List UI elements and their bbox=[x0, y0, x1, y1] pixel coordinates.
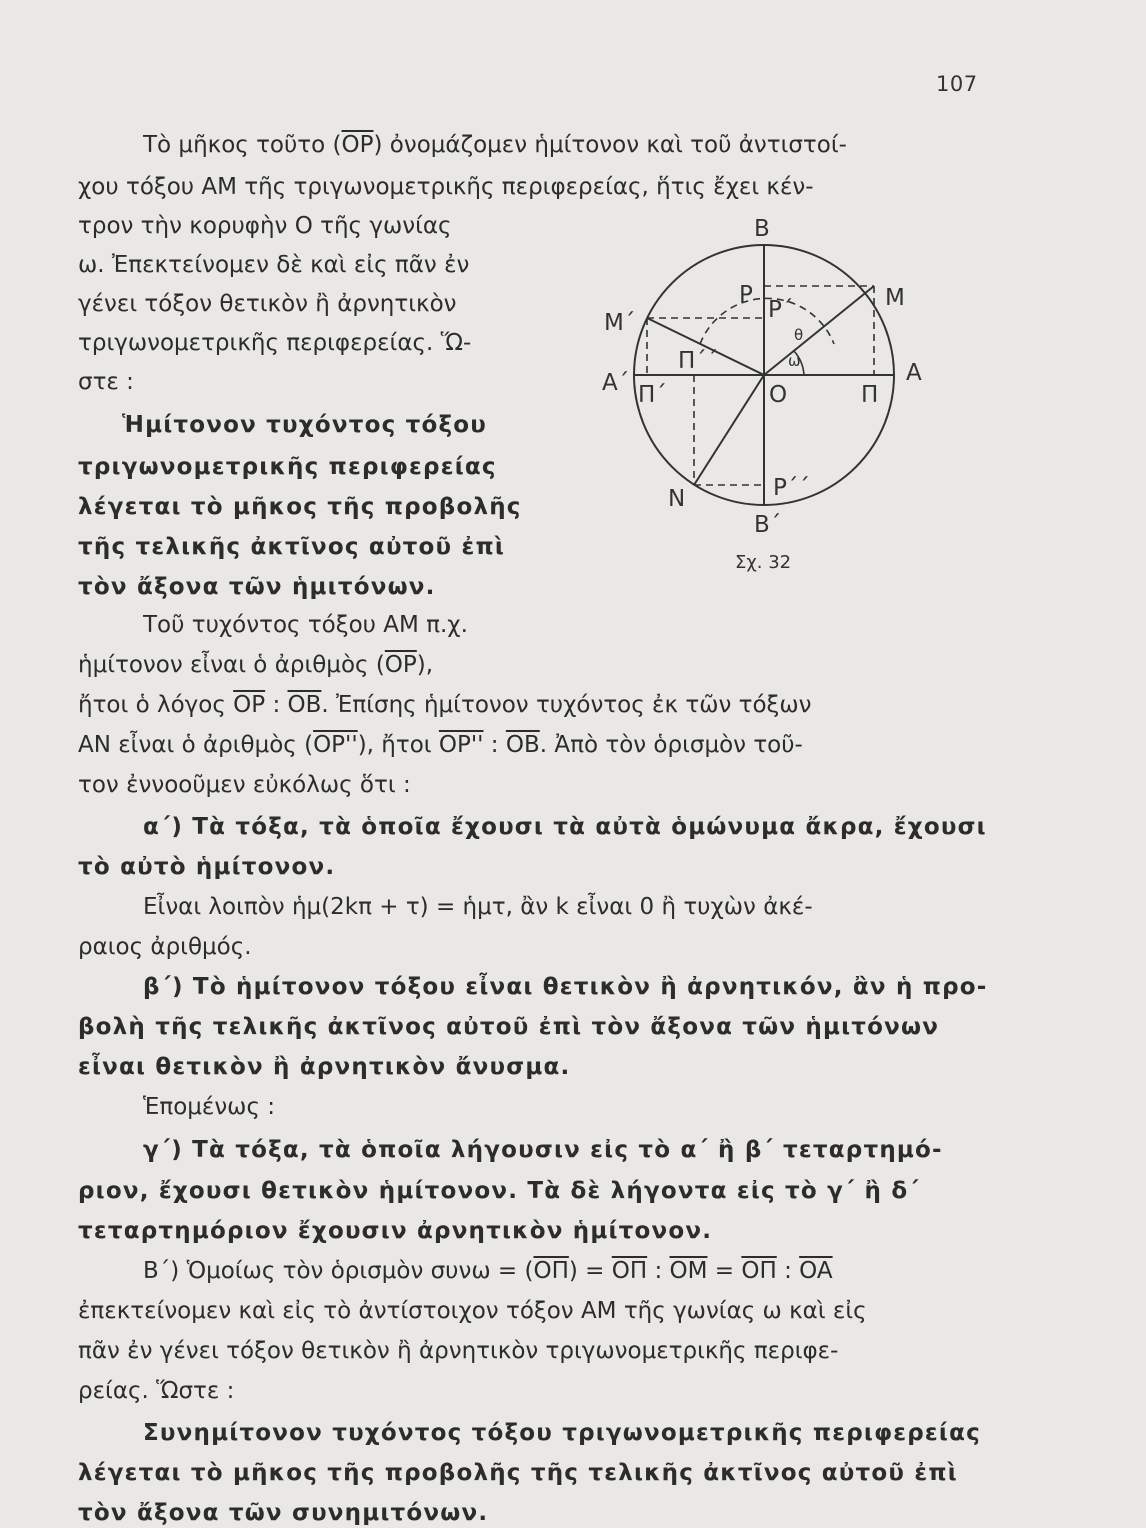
text-line: Ἑπομένως : bbox=[143, 1094, 276, 1120]
text: : bbox=[776, 1258, 800, 1284]
text: ἡμίτονον εἶναι ὁ ἀριθμὸς ( bbox=[78, 652, 385, 678]
text-line bbox=[78, 690, 811, 720]
label-B: B bbox=[754, 216, 770, 242]
label-omega: ω bbox=[788, 352, 801, 370]
label-A: A bbox=[906, 360, 922, 386]
overline-segment: $\overline{OM}$ bbox=[669, 1258, 708, 1284]
text: ), bbox=[416, 652, 434, 678]
figure-32-unit-circle bbox=[588, 210, 933, 580]
text-line: στε : bbox=[78, 369, 134, 395]
definition-line: τὸν ἄξονα τῶν συνημιτόνων. bbox=[78, 1500, 489, 1526]
text: : bbox=[483, 732, 506, 758]
label-N: N bbox=[668, 486, 686, 512]
text-line: ἐπεκτείνομεν καὶ εἰς τὸ ἀντίστοιχον τόξον ΑΜ τῆς γωνίας ω καὶ εἰς bbox=[78, 1298, 867, 1324]
overline-segment: $\overline{OB}$ bbox=[505, 732, 540, 758]
overline-segment: $\overline{O\Pi}$ bbox=[533, 1258, 569, 1284]
text: ΑΝ εἶναι ὁ ἀριθμὸς ( bbox=[78, 732, 314, 758]
text-line: Εἶναι λοιπὸν ἡμ(2kπ + τ) = ἡμτ, ἂν k εἶναι 0 ἢ τυχὼν ἀκέ- bbox=[143, 894, 813, 920]
overline-segment: $\overline{O\Pi}$ bbox=[741, 1258, 777, 1284]
text-line: Τοῦ τυχόντος τόξου ΑΜ π.χ. bbox=[143, 612, 468, 638]
text-line: γένει τόξον θετικὸν ἢ ἀρνητικὸν bbox=[78, 291, 457, 317]
text: Β΄) Ὁμοίως τὸν ὁρισμὸν συνω = ( bbox=[143, 1258, 534, 1284]
label-B-prime: B΄ bbox=[754, 512, 782, 538]
overline-segment: $\overline{OP}$ bbox=[384, 652, 417, 678]
overline-segment: OP'' bbox=[313, 732, 358, 758]
label-P-prime: P΄ bbox=[768, 297, 794, 323]
text-line: ρείας. Ὥστε : bbox=[78, 1378, 235, 1404]
text: ), ἤτοι bbox=[357, 732, 439, 758]
label-theta: θ bbox=[794, 326, 804, 344]
rule-line: βολὴ τῆς τελικῆς ἀκτῖνος αὐτοῦ ἐπὶ τὸν ἄξονα τῶν ἡμιτόνων bbox=[78, 1014, 940, 1040]
text: ) ὀνομάζομεν ἡμίτονον καὶ τοῦ ἀντιστοί- bbox=[373, 132, 847, 158]
overline-segment: $\overline{OP}$ bbox=[341, 132, 374, 158]
text: Τὸ μῆκος τοῦτο ( bbox=[143, 132, 342, 158]
text-line: χου τόξου ΑΜ τῆς τριγωνομετρικῆς περιφερείας, ἥτις ἔχει κέν- bbox=[78, 174, 814, 200]
label-M-prime: M΄ bbox=[604, 310, 636, 336]
rule-line: εἶναι θετικὸν ἢ ἀρνητικὸν ἄνυσμα. bbox=[78, 1054, 571, 1080]
theta-arc bbox=[700, 298, 834, 344]
text: ) = bbox=[568, 1258, 612, 1284]
label-P: P bbox=[739, 282, 753, 308]
overline-segment: $\overline{OA}$ bbox=[799, 1258, 833, 1284]
definition-line: Συνημίτονον τυχόντος τόξου τριγωνομετρικῆς περιφερείας bbox=[143, 1420, 981, 1446]
label-M: M bbox=[885, 285, 905, 311]
rule-line: β΄) Τὸ ἡμίτονον τόξου εἶναι θετικὸν ἢ ἀρνητικόν, ἂν ἡ προ- bbox=[143, 974, 988, 1000]
text-line: ραιος ἀριθμός. bbox=[78, 934, 252, 960]
text-line bbox=[143, 1256, 833, 1286]
overline-segment: OP'' bbox=[438, 732, 484, 758]
label-A-prime: Α΄ bbox=[602, 370, 630, 396]
definition-line: τριγωνομετρικῆς περιφερείας bbox=[78, 454, 497, 480]
label-Pi: Π bbox=[861, 382, 879, 408]
overline-segment: $\overline{O\Pi}$ bbox=[611, 1258, 648, 1284]
label-Pi-double-prime: Π΄΄ bbox=[678, 348, 719, 374]
figure-caption: Σχ. 32 bbox=[735, 552, 792, 573]
text-line: ω. Ἐπεκτείνομεν δὲ καὶ εἰς πᾶν ἐν bbox=[78, 252, 470, 278]
text-line bbox=[143, 130, 847, 160]
rule-line: α΄) Τὰ τόξα, τὰ ὁποῖα ἔχουσι τὰ αὐτὰ ὁμώνυμα ἄκρα, ἔχουσι bbox=[143, 814, 987, 840]
text-line: πᾶν ἐν γένει τόξον θετικὸν ἢ ἀρνητικὸν τριγωνομετρικῆς περιφε- bbox=[78, 1338, 839, 1364]
definition-line: Ἡμίτονον τυχόντος τόξου bbox=[122, 412, 488, 438]
definition-line: τῆς τελικῆς ἀκτῖνος αὐτοῦ ἐπὶ bbox=[78, 534, 506, 560]
text-line bbox=[78, 730, 803, 760]
rule-line: τεταρτημόριον ἔχουσιν ἀρνητικὸν ἡμίτονον. bbox=[78, 1218, 713, 1244]
rule-line: τὸ αὐτὸ ἡμίτονον. bbox=[78, 854, 336, 880]
definition-line: λέγεται τὸ μῆκος τῆς προβολῆς τῆς τελικῆς ἀκτῖνος αὐτοῦ ἐπὶ bbox=[78, 1460, 958, 1486]
text: : bbox=[647, 1258, 670, 1284]
text-line bbox=[78, 650, 433, 680]
text: ἤτοι ὁ λόγος bbox=[78, 692, 234, 718]
text-line: τον ἐννοοῦμεν εὐκόλως ὅτι : bbox=[78, 772, 411, 798]
label-Pi-prime: Π΄ bbox=[638, 382, 667, 408]
radius-ON bbox=[694, 375, 764, 485]
label-P-double-prime: P΄΄ bbox=[773, 475, 810, 501]
text: . Ἀπὸ τὸν ὁρισμὸν τοῦ- bbox=[539, 732, 803, 758]
text: = bbox=[707, 1258, 742, 1284]
overline-segment: $\overline{OP}$ bbox=[233, 692, 266, 718]
rule-line: ριον, ἔχουσι θετικὸν ἡμίτονον. Τὰ δὲ λήγοντα εἰς τὸ γ΄ ἢ δ΄ bbox=[78, 1178, 920, 1204]
unit-circle-diagram bbox=[588, 210, 933, 580]
label-O: O bbox=[769, 382, 788, 408]
text-line: τριγωνομετρικῆς περιφερείας. Ὥ- bbox=[78, 330, 472, 356]
definition-line: λέγεται τὸ μῆκος τῆς προβολῆς bbox=[78, 494, 522, 520]
definition-line: τὸν ἄξονα τῶν ἡμιτόνων. bbox=[78, 574, 436, 600]
text-line: τρον τὴν κορυφὴν Ο τῆς γωνίας bbox=[78, 213, 452, 239]
overline-segment: $\overline{OB}$ bbox=[287, 692, 322, 718]
rule-line: γ΄) Τὰ τόξα, τὰ ὁποῖα λήγουσιν εἰς τὸ α΄ ἢ β΄ τεταρτημό- bbox=[143, 1137, 943, 1163]
page-number: 107 bbox=[936, 72, 978, 96]
text: . Ἐπίσης ἡμίτονον τυχόντος ἐκ τῶν τόξων bbox=[321, 692, 812, 718]
text: : bbox=[265, 692, 288, 718]
